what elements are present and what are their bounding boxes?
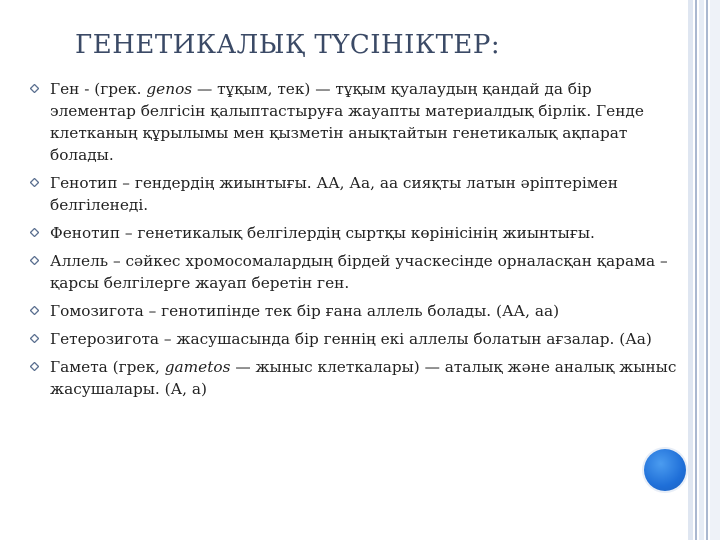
diamond-bullet-icon (30, 84, 39, 93)
decorative-stripes (688, 0, 720, 540)
diamond-bullet-icon (30, 228, 39, 237)
diamond-bullet-icon (30, 256, 39, 265)
item-term: genos (146, 80, 193, 98)
item-text: Генотип – гендердің жиынтығы. АА, Аа, аа сияқты латын әріптерімен белгіленеді. (50, 174, 618, 214)
item-text: Фенотип – генетикалық белгілердің сыртқы көрінісінің жиынтығы. (50, 224, 595, 242)
list-item (30, 300, 680, 322)
item-text: Аллель – сәйкес хромосомалардың бірдей учаскесінде орналасқан қарама – қарсы белгілерге жауап беретін ген. (50, 252, 668, 292)
item-term: gametos (164, 358, 231, 376)
item-text: Ген - (грек. (50, 80, 147, 98)
list-item (30, 172, 680, 216)
list-item (30, 356, 680, 400)
diamond-bullet-icon (30, 306, 39, 315)
item-text-rest: — тұқым, тек) — тұқым қуалаудың қандай да бір элементар белгісін қалыптастыруға жауапты материалдық бірлік. Генде клетканың құрылымы мен қызметін анықтайтын генетикалық ақпарат болады. (50, 80, 644, 164)
list-item (30, 222, 680, 244)
item-text-rest: — жыныс клеткалары) — аталық және аналық жыныс жасушалары. (А, а) (50, 358, 677, 398)
diamond-bullet-icon (30, 334, 39, 343)
list-item (30, 78, 680, 166)
decorative-circle (644, 449, 686, 491)
item-text: Гамета (грек, (50, 358, 165, 376)
item-text: Гомозигота – генотипінде тек бір ғана аллель болады. (АА, аа) (50, 302, 560, 320)
diamond-bullet-icon (30, 178, 39, 187)
list-item (30, 250, 680, 294)
item-text: Гетерозигота – жасушасында бір геннің екі аллелы болатын ағзалар. (Аа) (50, 330, 652, 348)
slide-title: ГЕНЕТИКАЛЫҚ ТҮСІНІКТЕР: (75, 30, 501, 60)
diamond-bullet-icon (30, 362, 39, 371)
bullet-list (30, 78, 680, 406)
list-item (30, 328, 680, 350)
